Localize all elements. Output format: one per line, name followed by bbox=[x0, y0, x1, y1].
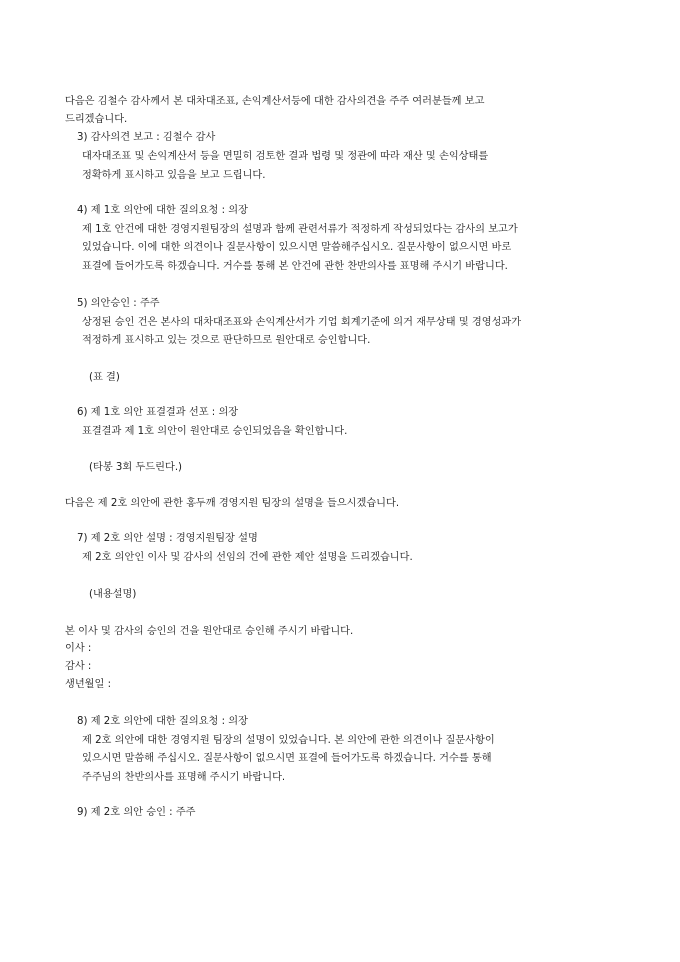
auditor-label: 감사 : bbox=[65, 661, 92, 672]
item3-body-1: 대자대조표 및 손익계산서 등을 면밀히 검토한 결과 법령 및 정관에 따라 재산 및 손익상태를 bbox=[82, 151, 489, 162]
item5-heading: 5) 의안승인 : 주주 bbox=[77, 298, 160, 309]
item8-body-2: 있으시면 말씀해 주십시오. 질문사항이 없으시면 표결에 들어가도록 하겠습니다. 거수를 통해 bbox=[82, 753, 492, 764]
item4-heading: 4) 제 1호 의안에 대한 질의요청 : 의장 bbox=[77, 205, 248, 216]
item8-body-1: 제 2호 의안에 대한 경영지원 팀장의 설명이 있었습니다. 본 의안에 관한 의견이나 질문사항이 bbox=[82, 735, 495, 746]
item8-body-3: 주주님의 찬반의사를 표명해 주시기 바랍니다. bbox=[82, 772, 286, 783]
item5-body-1: 상정된 승인 건은 본사의 대차대조표와 손익계산서가 기업 회계기준에 의거 재무상태 및 경영성과가 bbox=[82, 317, 522, 328]
birthdate-label: 생년월일 : bbox=[65, 679, 112, 690]
item3-body-2: 정확하게 표시하고 있음을 보고 드립니다. bbox=[82, 170, 266, 181]
item4-body-1: 제 1호 안건에 대한 경영지원팀장의 설명과 함께 관련서류가 적정하게 작성되었다는 감사의 보고가 bbox=[82, 224, 518, 235]
transition-line: 다음은 제 2호 의안에 관한 홍두깨 경영지원 팀장의 설명을 들으시겠습니다. bbox=[65, 498, 400, 509]
item4-body-2: 있었습니다. 이에 대한 의견이나 질문사항이 있으시면 말씀해주십시오. 질문사항이 없으시면 바로 bbox=[82, 242, 512, 253]
item7-body-1: 제 2호 의안인 이사 및 감사의 선임의 건에 관한 제안 설명을 드리겠습니다. bbox=[82, 552, 413, 563]
appointment-line: 본 이사 및 감사의 승인의 건을 원안대로 승인해 주시기 바랍니다. bbox=[65, 626, 354, 637]
item6-body-1: 표결결과 제 1호 의안이 원안대로 승인되었음을 확인합니다. bbox=[82, 426, 348, 437]
item7-heading: 7) 제 2호 의안 설명 : 경영지원팀장 설명 bbox=[77, 533, 258, 544]
intro-line-2: 드리겠습니다. bbox=[65, 114, 128, 125]
intro-line-1: 다음은 김철수 감사께서 본 대차대조표, 손익계산서등에 대한 감사의견을 주주 여러분들께 보고 bbox=[65, 96, 485, 107]
item6-heading: 6) 제 1호 의안 표결결과 선포 : 의장 bbox=[77, 407, 239, 418]
item5-note: (표 결) bbox=[89, 372, 120, 383]
director-label: 이사 : bbox=[65, 643, 92, 654]
item5-body-2: 적정하게 표시하고 있는 것으로 판단하므로 원안대로 승인합니다. bbox=[82, 335, 371, 346]
item8-heading: 8) 제 2호 의안에 대한 질의요청 : 의장 bbox=[77, 716, 248, 727]
item4-body-3: 표결에 들어가도록 하겠습니다. 거수를 통해 본 안건에 관한 찬반의사를 표명해 주시기 바랍니다. bbox=[82, 261, 508, 272]
item6-note: (타봉 3회 두드린다.) bbox=[89, 462, 183, 473]
item3-heading: 3) 감사의견 보고 : 김철수 감사 bbox=[77, 132, 216, 143]
item9-heading: 9) 제 2호 의안 승인 : 주주 bbox=[77, 807, 196, 818]
item7-note: (내용설명) bbox=[89, 589, 137, 600]
